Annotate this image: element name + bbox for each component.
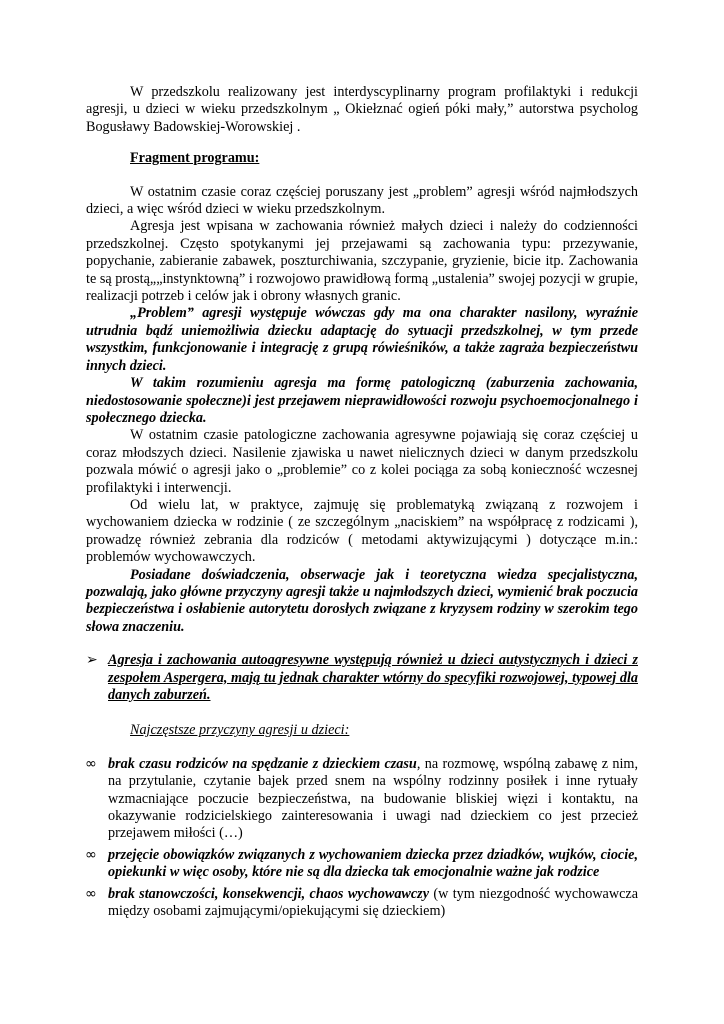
cause-item — [86, 756, 638, 843]
cause-bold-text: brak stanowczości, konsekwencji, chaos wychowawczy — [108, 885, 429, 902]
paragraph-3-emphasis: „Problem” agresji występuje wówczas gdy ma ona charakter nasilony, wyraźnie utrudnia bądź uniemożliwia dziecku adaptację do sytuacji przedszkolnej, w tym przede wszystkim, funkcjonowanie i integrację z grupą rówieśników, a także zagraża bezpieczeństwu innych dzieci. — [86, 305, 638, 374]
arrow-bullet-icon: ➢ — [86, 652, 98, 669]
paragraph-6: Od wielu lat, w praktyce, zajmuję się problematyką związaną z rozwojem i wychowaniem dziecka w rodzinie ( ze szczególnym „naciskiem” na współpracę z rodzicami ), prowadzę również zebrania dla rodziców ( metodami aktywizującymi ) dotyczące m.in.: problemów wychowawczych. — [86, 496, 638, 566]
infinity-bullet-icon: ∞ — [85, 885, 97, 902]
cause-rest-text: (w tym niezgodność wychowawcza między osobami zajmującymi/opiekującymi się dzieckiem) — [108, 885, 638, 920]
paragraph-2: Agresja jest wpisana w zachowania również małych dzieci i należy do codzienności przedszkolnej. Często spotykanymi jej przejawami są zachowania typu: przezywanie, popychanie, zabieranie zabawek, poszturchiwania, szczypanie, gryzienie, bicie itp. Zachowania te są prostą„„instynktowną” i rozwojowo prawidłową formą „ustalenia” swojej pozycji w grupie, realizacji potrzeb i celów jak i obrony własnych granic. — [86, 218, 638, 305]
paragraph-1: W ostatnim czasie coraz częściej poruszany jest „problem” agresji wśród najmłodszych dzieci, a więc wśród dzieci w wieku przedszkolnym. — [86, 183, 638, 218]
arrow-bullet-text: Agresja i zachowania autoagresywne występują również u dzieci autystycznych i dzieci z zespołem Aspergera, mają tu jednak charakter wtórny do specyfiki rozwojowej, typowej dla danych zaburzeń. — [108, 652, 638, 703]
cause-rest-text: , na rozmowę, wspólną zabawę z nim, na przytulanie, czytanie bajek przed snem na wspólny rodzinny posiłek i inne rytuały wzmacniające poczucie bezpieczeństwa, na budowanie bliskiej więzi i kontaktu, na okazywanie rodzicielskiego zainteresowania i uwagi nad dzieckiem co jest przecież przejawem miłości (…) — [108, 755, 638, 842]
intro-paragraph: W przedszkolu realizowany jest interdyscyplinarny program profilaktyki i redukcji agresji, u dzieci w wieku przedszkolnym „ Okiełznać ogień póki mały,” autorstwa psycholog Bogusławy Badowskiej-Worowskiej . — [86, 84, 638, 135]
cause-item — [86, 886, 638, 921]
paragraph-4-emphasis: W takim rozumieniu agresja ma formę patologiczną (zaburzenia zachowania, niedostosowanie społeczne)i jest przejawem nieprawidłowości rozwoju psychoemocjonalnego i społecznego dziecka. — [86, 375, 638, 426]
infinity-bullet-icon: ∞ — [85, 755, 97, 772]
cause-bold-text: przejęcie obowiązków związanych z wychowaniem dziecka przez dziadków, wujków, ciocie, opiekunki w więc osoby, które nie są dla dziecka tak emocjonalnie ważne jak rodzice — [108, 846, 638, 881]
cause-item — [86, 847, 638, 882]
paragraph-5: W ostatnim czasie patologiczne zachowania agresywne pojawiają się coraz częściej u coraz młodszych dzieci. Nasilenie zjawiska u nawet nielicznych dzieci w danym przedszkolu pozwala mówić o agresji jako o „problemie” co z kolei pociąga za sobą konieczność wczesnej profilaktyki i interwencji. — [86, 427, 638, 496]
arrow-bullet-item — [86, 652, 638, 704]
cause-bold-text: brak czasu rodziców na spędzanie z dzieckiem czasu — [108, 755, 417, 772]
document-page — [86, 84, 638, 920]
infinity-bullet-icon: ∞ — [85, 846, 97, 863]
paragraph-7-emphasis: Posiadane doświadczenia, obserwacje jak i teoretyczna wiedza specjalistyczna, pozwalają, jako główne przyczyny agresji także u najmłodszych dzieci, wymienić brak poczucia bezpieczeństwa i osłabienie autorytetu dorosłych związane z kryzysem rodziny w szerokim tego słowa znaczeniu. — [86, 566, 638, 635]
section-heading: Fragment programu: — [130, 150, 260, 167]
causes-heading: Najczęstsze przyczyny agresji u dzieci: — [130, 722, 350, 739]
